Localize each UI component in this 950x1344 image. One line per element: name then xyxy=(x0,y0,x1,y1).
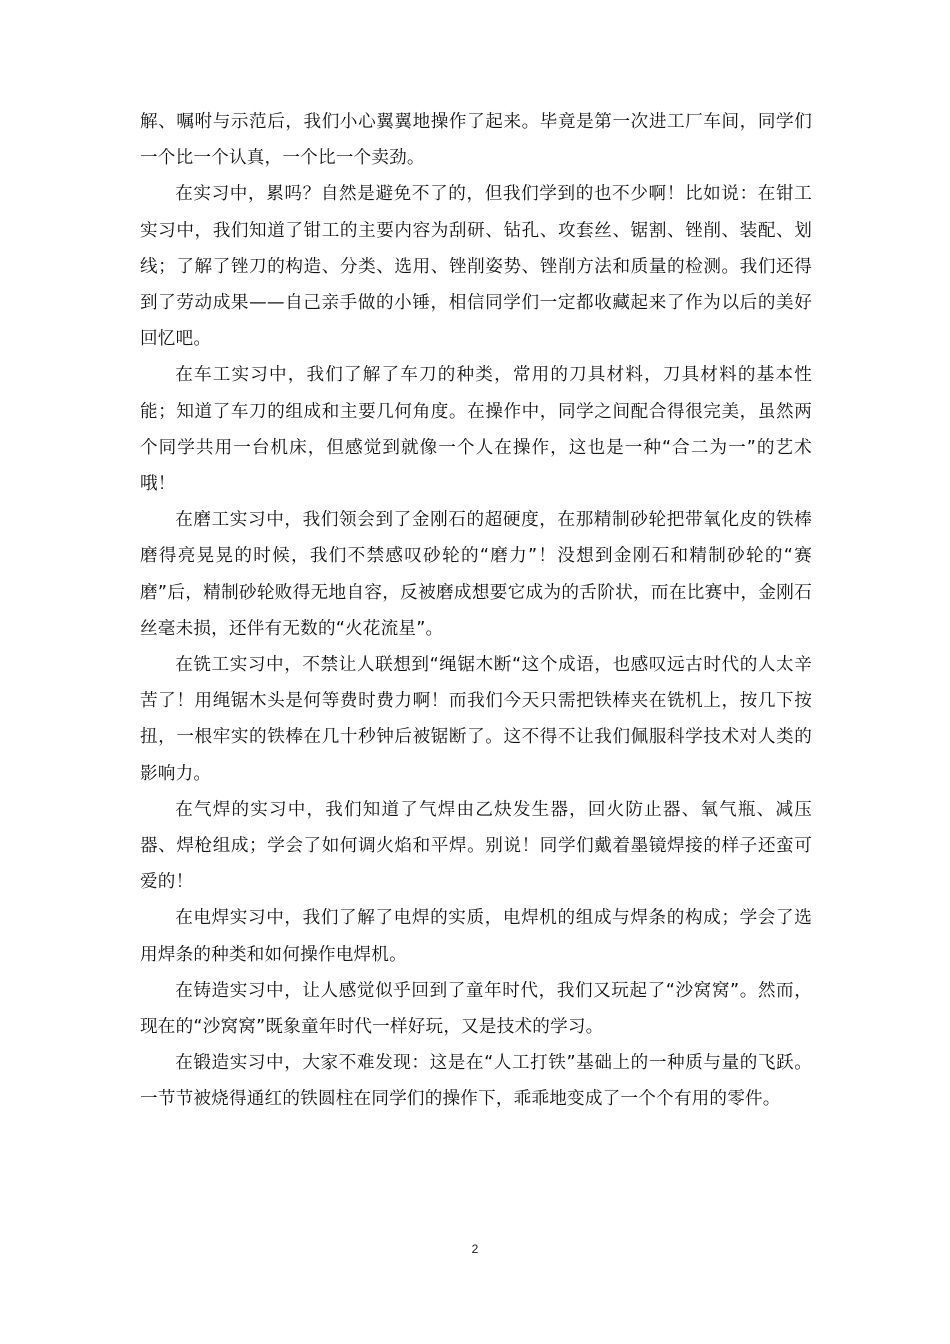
paragraph-fitter-practice: 在实习中，累吗？自然是避免不了的，但我们学到的也不少啊！比如说：在钳工实习中，我们知道了钳工的主要内容为刮研、钻孔、攻套丝、锯割、锉削、装配、划线；了解了锉刀的构造、分类、选用、锉削姿势、锉削方法和质量的检测。我们还得到了劳动成果——自己亲手做的小锤，相信同学们一定都收藏起来了作为以后的美好回忆吧。 xyxy=(140,184,812,350)
paragraph-electric-welding-practice: 在电焊实习中，我们了解了电焊的实质，电焊机的组成与焊条的构成；学会了选用焊条的种类和如何操作电焊机。 xyxy=(140,908,812,965)
paragraph-casting-practice: 在铸造实习中，让人感觉似乎回到了童年时代，我们又玩起了“沙窝窝”。然而，现在的“沙窝窝”既象童年时代一样好玩，又是技术的学习。 xyxy=(140,980,812,1038)
page-number: 2 xyxy=(471,1242,479,1256)
document-body xyxy=(140,104,812,1118)
paragraph-forging-practice: 在锻造实习中，大家不难发现：这是在“人工打铁”基础上的一种质与量的飞跃。一节节被烧得通红的铁圆柱在同学们的操作下，乖乖地变成了一个个有用的零件。 xyxy=(140,1053,812,1110)
paragraph-milling-practice: 在铣工实习中，不禁让人联想到“绳锯木断“这个成语，也感叹远古时代的人太辛苦了！用绳锯木头是何等费时费力啊！而我们今天只需把铁棒夹在铣机上，按几下按扭，一根牢实的铁棒在几十秒钟后被锯断了。这不得不让我们佩服科学技术对人类的影响力。 xyxy=(140,655,812,784)
paragraph-gas-welding-practice: 在气焊的实习中，我们知道了气焊由乙炔发生器，回火防止器、氧气瓶、减压器、焊枪组成；学会了如何调火焰和平焊。别说！同学们戴着墨镜焊接的样子还蛮可爱的！ xyxy=(140,799,812,893)
paragraph-lathe-practice: 在车工实习中，我们了解了车刀的种类，常用的刀具材料，刀具材料的基本性能；知道了车刀的组成和主要几何角度。在操作中，同学之间配合得很完美，虽然两个同学共用一台机床，但感觉到就像一个人在操作，这也是一种“合二为一”的艺术哦！ xyxy=(140,365,812,495)
paragraph-continuation: 解、嘱咐与示范后，我们小心翼翼地操作了起来。毕竟是第一次进工厂车间，同学们一个比一个认真，一个比一个卖劲。 xyxy=(140,112,812,169)
paragraph-grinding-practice: 在磨工实习中，我们领会到了金刚石的超硬度，在那精制砂轮把带氧化皮的铁棒磨得亮晃晃的时候，我们不禁感叹砂轮的“磨力”！没想到金刚石和精制砂轮的“赛磨”后，精制砂轮败得无地自容，反被磨成想要它成为的舌阶状，而在比赛中，金刚石丝毫未损，还伴有无数的“火花流星”。 xyxy=(140,510,812,639)
